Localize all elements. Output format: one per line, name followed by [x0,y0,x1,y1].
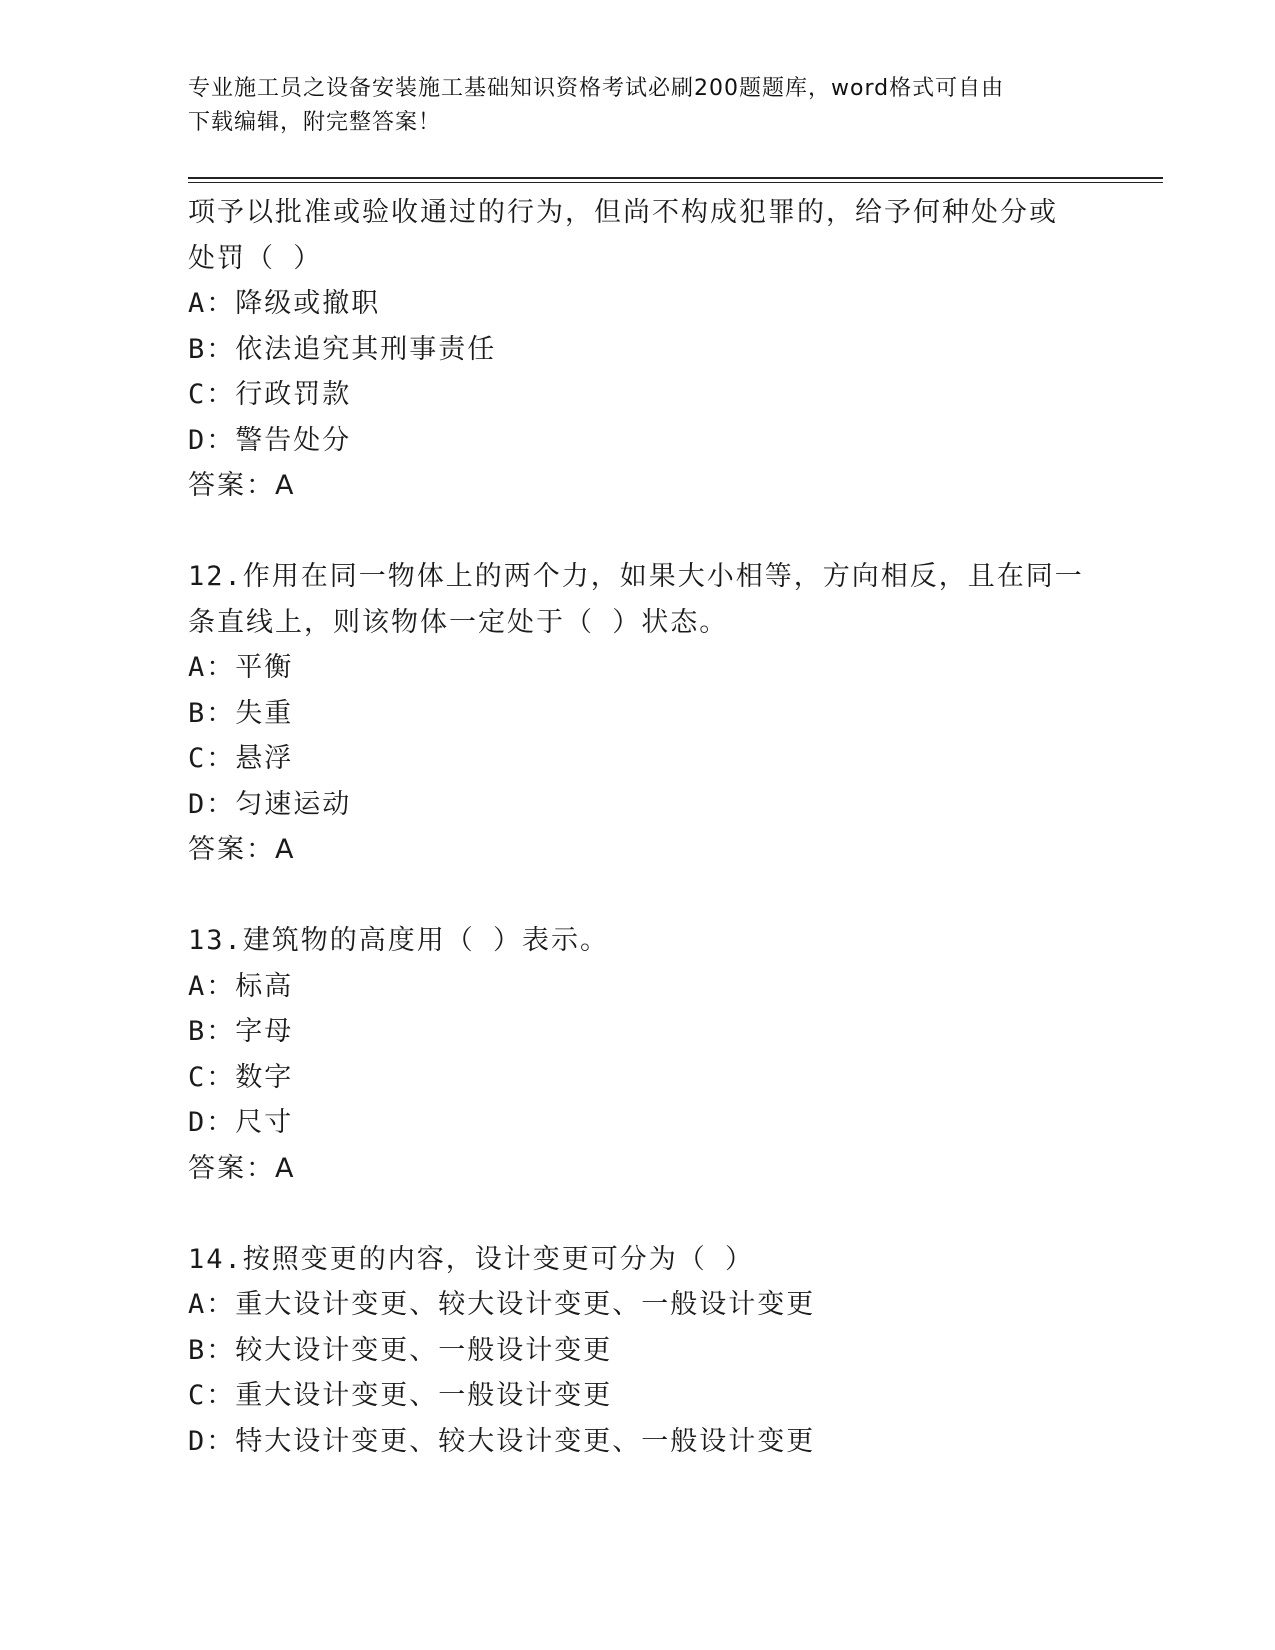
spacer [188,873,1088,919]
answer-line: 答案：A [188,470,296,501]
question-list [188,190,1088,1464]
option-b: B：失重 [188,697,294,729]
header-divider-thin [188,182,1163,183]
question-stem-line: 14.按照变更的内容，设计变更可分为（ ） [188,1243,755,1275]
question-stem-line: 13.建筑物的高度用（ ）表示。 [188,925,610,956]
question-14 [188,1237,1088,1465]
document-header [188,72,1068,140]
question-stem-line: 条直线上，则该物体一定处于（ ）状态。 [188,606,729,638]
option-c: C：数字 [188,1061,294,1093]
option-b: B：依法追究其刑事责任 [188,333,497,365]
question-stem-line: 项予以批准或验收通过的行为，但尚不构成犯罪的，给予何种处分或 [188,197,1058,228]
header-line-1: 专业施工员之设备安装施工基础知识资格考试必刷200题题库，word格式可自由 [188,76,1005,101]
answer-line: 答案：A [188,834,296,865]
option-d: D：匀速运动 [188,788,352,820]
question-stem-line: 12.作用在同一物体上的两个力，如果大小相等，方向相反，且在同一 [188,561,1084,592]
question-12 [188,554,1088,873]
spacer [188,509,1088,555]
option-d: D：警告处分 [188,424,352,456]
question-11 [188,190,1088,509]
option-d: D：特大设计变更、较大设计变更、一般设计变更 [188,1425,816,1457]
option-c: C：悬浮 [188,743,294,774]
option-b: B：字母 [188,1016,294,1047]
option-d: D：尺寸 [188,1107,294,1138]
header-divider-thick [188,177,1163,179]
question-stem-line: 处罚（ ） [188,242,323,274]
option-a: A：平衡 [188,652,294,683]
header-line-2: 下载编辑，附完整答案！ [188,110,442,135]
option-a: A：标高 [188,970,294,1002]
option-a: A：降级或撤职 [188,288,381,319]
question-13 [188,918,1088,1191]
option-a: A：重大设计变更、较大设计变更、一般设计变更 [188,1289,816,1320]
spacer [188,1191,1088,1237]
option-c: C：重大设计变更、一般设计变更 [188,1380,613,1411]
answer-line: 答案：A [188,1152,296,1184]
option-c: C：行政罚款 [188,379,352,410]
option-b: B：较大设计变更、一般设计变更 [188,1334,613,1366]
